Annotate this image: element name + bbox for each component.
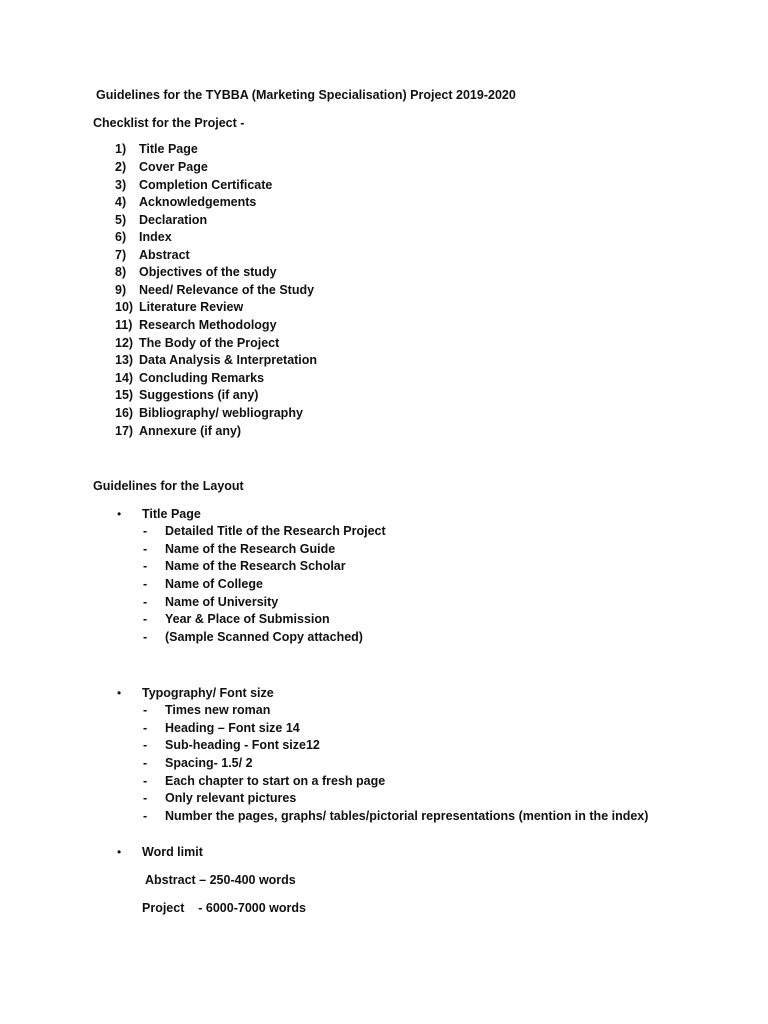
item-text: Research Methodology [139, 318, 277, 332]
item-text: Title Page [139, 142, 198, 156]
bullet-icon: • [117, 507, 122, 521]
item-text: Declaration [139, 213, 208, 227]
item-text: Suggestions (if any) [139, 388, 259, 402]
item-text: Concluding Remarks [139, 371, 265, 385]
item-text: Name of the Research Guide [165, 542, 336, 556]
project-word-limit: Project - 6000-7000 words [142, 901, 306, 915]
dash-icon: - [143, 630, 148, 644]
item-text: Detailed Title of the Research Project [165, 524, 386, 538]
item-text: Literature Review [139, 300, 244, 314]
item-text: Heading – Font size 14 [165, 721, 300, 735]
document-title: Guidelines for the TYBBA (Marketing Specialisation) Project 2019-2020 [96, 88, 516, 102]
item-number: 10) [115, 300, 134, 314]
dash-icon: - [143, 791, 148, 805]
item-text: Objectives of the study [139, 265, 277, 279]
item-number: 1) [115, 142, 127, 156]
item-text: Index [139, 230, 172, 244]
item-number: 15) [115, 388, 134, 402]
item-number: 9) [115, 283, 127, 297]
dash-icon: - [143, 756, 148, 770]
item-text: Spacing- 1.5/ 2 [165, 756, 253, 770]
item-text: Data Analysis & Interpretation [139, 353, 318, 367]
item-number: 17) [115, 424, 134, 438]
item-text: Cover Page [139, 160, 208, 174]
bullet-icon: • [117, 686, 122, 700]
item-text: (Sample Scanned Copy attached) [165, 630, 363, 644]
item-number: 3) [115, 178, 127, 192]
item-text: Need/ Relevance of the Study [139, 283, 315, 297]
item-text: Sub-heading - Font size12 [165, 738, 320, 752]
dash-icon: - [143, 738, 148, 752]
dash-icon: - [143, 703, 148, 717]
layout-heading: Guidelines for the Layout [93, 479, 244, 493]
item-number: 5) [115, 213, 127, 227]
dash-icon: - [143, 559, 148, 573]
item-number: 7) [115, 248, 127, 262]
dash-icon: - [143, 721, 148, 735]
item-text: Name of University [165, 595, 279, 609]
item-number: 14) [115, 371, 134, 385]
item-text: The Body of the Project [139, 336, 280, 350]
item-text: Times new roman [165, 703, 271, 717]
item-number: 11) [115, 318, 133, 332]
dash-icon: - [143, 542, 148, 556]
bullet-icon: • [117, 845, 122, 859]
item-number: 12) [115, 336, 134, 350]
dash-icon: - [143, 809, 148, 823]
section-label: Title Page [142, 507, 201, 521]
item-text: Year & Place of Submission [165, 612, 330, 626]
dash-icon: - [143, 595, 148, 609]
item-number: 13) [115, 353, 134, 367]
item-number: 8) [115, 265, 127, 279]
item-text: Name of College [165, 577, 263, 591]
item-text: Number the pages, graphs/ tables/pictorial representations (mention in the index) [165, 809, 649, 823]
dash-icon: - [143, 612, 148, 626]
dash-icon: - [143, 774, 148, 788]
dash-icon: - [143, 524, 148, 538]
section-label: Word limit [142, 845, 203, 859]
item-text: Acknowledgements [139, 195, 257, 209]
checklist-heading: Checklist for the Project - [93, 116, 245, 130]
item-text: Completion Certificate [139, 178, 273, 192]
item-number: 16) [115, 406, 134, 420]
item-number: 4) [115, 195, 127, 209]
item-text: Only relevant pictures [165, 791, 297, 805]
item-text: Annexure (if any) [139, 424, 242, 438]
abstract-word-limit: Abstract – 250-400 words [145, 873, 296, 887]
item-number: 2) [115, 160, 127, 174]
item-text: Each chapter to start on a fresh page [165, 774, 386, 788]
dash-icon: - [143, 577, 148, 591]
item-text: Abstract [139, 248, 190, 262]
section-label: Typography/ Font size [142, 686, 274, 700]
item-text: Bibliography/ webliography [139, 406, 303, 420]
item-text: Name of the Research Scholar [165, 559, 346, 573]
item-number: 6) [115, 230, 127, 244]
